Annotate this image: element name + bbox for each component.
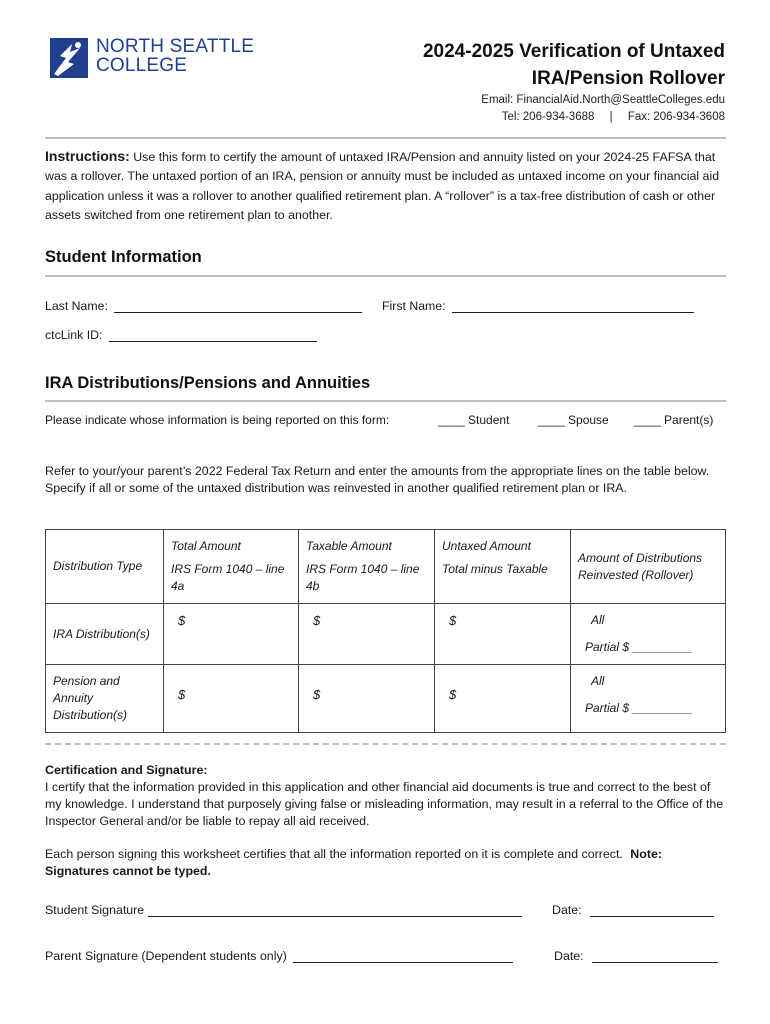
option-parents[interactable]: ____ Parent(s) — [634, 413, 714, 427]
col-total-sub: IRS Form 1040 – line 4a — [171, 562, 285, 593]
student-signature-field — [45, 902, 522, 917]
ira-taxable-input[interactable]: $ — [299, 604, 435, 665]
student-date-field — [552, 902, 714, 917]
student-info-divider — [45, 275, 726, 277]
pension-rollover-cell — [571, 665, 726, 733]
instructions-label: Instructions: — [45, 148, 130, 164]
ira-rollover-cell — [571, 604, 726, 665]
student-info-heading: Student Information — [45, 248, 202, 266]
contact-fax: Fax: 206-934-3608 — [627, 111, 725, 123]
col-total-amount — [164, 530, 299, 604]
first-name-label: First Name: — [382, 299, 446, 313]
col-untaxed-amount — [435, 530, 571, 604]
col-taxable-sub: IRS Form 1040 – line 4b — [306, 562, 420, 593]
row-type-ira: IRA Distribution(s) — [46, 604, 164, 665]
form-title — [305, 38, 725, 92]
each-person-text: Each person signing this worksheet certifies that all the information reported on it is complete and correct. — [45, 847, 623, 861]
student-date-line[interactable] — [590, 902, 714, 917]
last-name-input[interactable] — [114, 298, 362, 313]
ira-rollover-all[interactable]: All — [591, 613, 605, 627]
col-untaxed-sub: Total minus Taxable — [442, 562, 548, 576]
ctclink-input[interactable] — [109, 327, 317, 342]
whose-info-prompt: Please indicate whose information is being reported on this form: — [45, 413, 390, 427]
student-signature-label: Student Signature — [45, 903, 145, 917]
signing-note-block — [45, 846, 725, 880]
option-spouse[interactable]: ____ Spouse — [538, 413, 609, 427]
certification-text: I certify that the information provided in this application and other financial aid documents is true and correct to the best of my knowledge. I understand that purposely giving false or misleading information, may result in a referral to the Office of the Inspector General and/or be liable to repay all aid received. — [45, 780, 724, 828]
ctclink-label: ctcLink ID: — [45, 328, 103, 342]
certification-divider — [45, 743, 726, 745]
header-divider — [45, 137, 726, 139]
first-name-input[interactable] — [452, 298, 694, 313]
col-taxable-title: Taxable Amount — [306, 539, 392, 553]
contact-phone-fax — [481, 109, 725, 126]
contact-tel: Tel: 206-934-3688 — [501, 111, 595, 123]
form-title-line2: IRA/Pension Rollover — [531, 68, 725, 89]
parent-date-label: Date: — [554, 949, 584, 963]
col-taxable-amount — [299, 530, 435, 604]
last-name-field — [45, 298, 362, 313]
row-type-pension: Pension and Annuity Distribution(s) — [46, 665, 164, 733]
last-name-label: Last Name: — [45, 299, 108, 313]
college-name — [96, 37, 254, 75]
parent-signature-line[interactable] — [293, 948, 513, 963]
col-total-title: Total Amount — [171, 539, 241, 553]
ira-divider — [45, 400, 726, 402]
parent-date-field — [554, 948, 718, 963]
instructions-block — [45, 147, 731, 225]
contact-email: Email: FinancialAid.North@SeattleColleges.edu — [481, 94, 725, 106]
col-rollover: Amount of Distributions Reinvested (Rollover) — [571, 530, 726, 604]
ira-heading: IRA Distributions/Pensions and Annuities — [45, 374, 371, 392]
option-student[interactable]: ____ Student — [438, 413, 510, 427]
form-title-line1: 2024-2025 Verification of Untaxed — [422, 41, 725, 62]
contact-separator: | — [609, 111, 613, 123]
parent-signature-label: Parent Signature (Dependent students only) — [45, 949, 287, 963]
student-date-label: Date: — [552, 903, 582, 917]
col-untaxed-title: Untaxed Amount — [442, 539, 531, 553]
signature-note: Note: Signatures cannot be typed. — [45, 847, 662, 878]
parent-date-line[interactable] — [592, 948, 718, 963]
table-row — [46, 604, 726, 665]
ira-rollover-partial[interactable]: Partial $ _________ — [585, 640, 693, 654]
student-signature-line[interactable] — [148, 902, 522, 917]
ira-total-input[interactable]: $ — [164, 604, 299, 665]
refer-instructions: Refer to your/your parent’s 2022 Federal Tax Return and enter the amounts from the appropriate lines on the table below. Specify if all or some of the untaxed distribution was reinvested in another qualified retirement plan or IRA. — [45, 464, 710, 495]
distribution-table — [45, 529, 726, 733]
instructions-text: Use this form to certify the amount of untaxed IRA/Pension and annuity listed on your 2024-25 FAFSA that was a rollover. The untaxed portion of an IRA, pension or annuity must be included as untaxed income on your financial aid application unless it was a rollover to another qualified retirement plan. A “rollover” is a tax-free distribution of cash or other assets switched from one retirement plan to another. — [45, 150, 720, 222]
certification-block — [45, 762, 725, 830]
ira-untaxed-input[interactable]: $ — [435, 604, 571, 665]
ctclink-field — [45, 327, 317, 342]
college-logo-icon — [50, 38, 88, 78]
college-name-line1: NORTH SEATTLE — [96, 36, 255, 57]
first-name-field — [382, 298, 694, 313]
pension-taxable-input[interactable]: $ — [299, 665, 435, 733]
contact-info — [481, 92, 725, 126]
parent-signature-field — [45, 948, 513, 963]
certification-heading: Certification and Signature: — [45, 763, 208, 777]
college-name-line2: COLLEGE — [96, 55, 188, 76]
table-row — [46, 665, 726, 733]
col-distribution-type: Distribution Type — [46, 530, 164, 604]
pension-rollover-partial[interactable]: Partial $ _________ — [585, 701, 693, 715]
pension-rollover-all[interactable]: All — [591, 674, 605, 688]
table-header-row — [46, 530, 726, 604]
pension-total-input[interactable]: $ — [164, 665, 299, 733]
pension-untaxed-input[interactable]: $ — [435, 665, 571, 733]
